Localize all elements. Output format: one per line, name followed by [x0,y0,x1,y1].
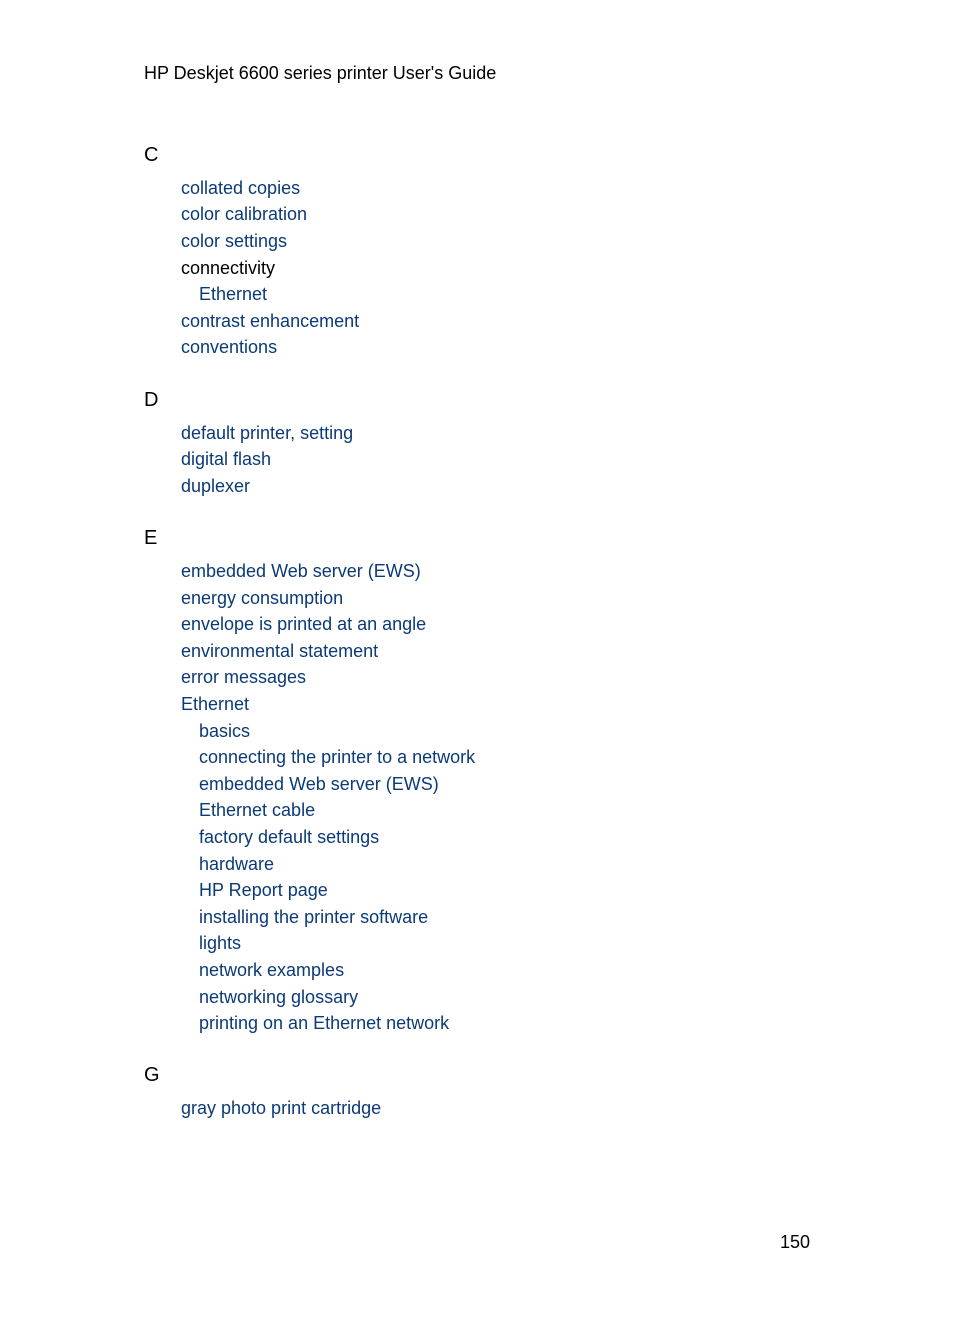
index-sublink-basics[interactable]: basics [199,721,251,741]
index-link-ethernet[interactable]: Ethernet [181,694,250,714]
index-sublink-embedded-web-server[interactable]: embedded Web server (EWS) [199,774,439,794]
index-link-color-calibration[interactable]: color calibration [181,204,308,224]
index-link-conventions[interactable]: conventions [181,337,278,357]
index-sublink-hardware[interactable]: hardware [199,854,275,874]
index-sublink-connectivity-ethernet[interactable]: Ethernet [199,284,268,304]
index-sublink-network-examples[interactable]: network examples [199,960,345,980]
section-letter-c: C [144,144,159,166]
index-link-embedded-web-server[interactable]: embedded Web server (EWS) [181,561,421,581]
index-sublink-installing-printer-software[interactable]: installing the printer software [199,907,429,927]
index-sublink-networking-glossary[interactable]: networking glossary [199,987,359,1007]
index-link-envelope-printed-at-angle[interactable]: envelope is printed at an angle [181,614,427,634]
index-link-color-settings[interactable]: color settings [181,231,288,251]
index-link-duplexer[interactable]: duplexer [181,476,251,496]
index-heading-connectivity: connectivity [181,258,276,278]
document-title: HP Deskjet 6600 series printer User's Guide [144,63,497,83]
index-sublink-lights[interactable]: lights [199,933,242,953]
index-link-collated-copies[interactable]: collated copies [181,178,301,198]
index-sublink-connecting-printer-to-network[interactable]: connecting the printer to a network [199,747,476,767]
index-link-environmental-statement[interactable]: environmental statement [181,641,379,661]
index-link-gray-photo-print-cartridge[interactable]: gray photo print cartridge [181,1098,382,1118]
index-link-digital-flash[interactable]: digital flash [181,449,272,469]
index-sublink-printing-on-ethernet-network[interactable]: printing on an Ethernet network [199,1013,450,1033]
index-link-error-messages[interactable]: error messages [181,667,307,687]
index-sublink-ethernet-cable[interactable]: Ethernet cable [199,800,316,820]
index-link-energy-consumption[interactable]: energy consumption [181,588,344,608]
section-letter-e: E [144,527,158,549]
index-link-contrast-enhancement[interactable]: contrast enhancement [181,311,360,331]
section-letter-d: D [144,389,159,411]
index-link-default-printer-setting[interactable]: default printer, setting [181,423,354,443]
index-sublink-factory-default-settings[interactable]: factory default settings [199,827,380,847]
index-sublink-hp-report-page[interactable]: HP Report page [199,880,328,900]
section-letter-g: G [144,1064,160,1086]
page-number: 150 [780,1232,811,1252]
